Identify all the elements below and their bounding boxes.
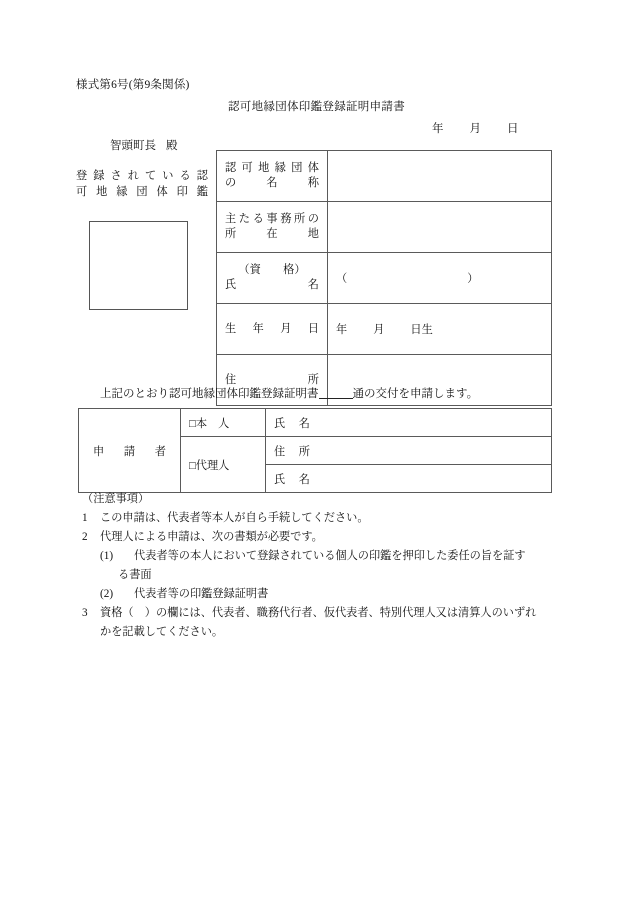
form-number: 様式第6号(第9条関係) (76, 79, 190, 91)
note-item-2-sub-1 (82, 547, 552, 566)
table-row (217, 253, 552, 304)
sub-number: (1) (100, 550, 114, 562)
table-row (217, 151, 552, 202)
copies-count-input[interactable] (319, 398, 353, 399)
note-item-2 (82, 528, 552, 547)
seal-label (76, 168, 208, 200)
label-line-1: 住 所 (225, 373, 319, 386)
label-line-1: （資 格） (238, 264, 306, 276)
input-qualification-name[interactable] (328, 253, 552, 304)
input-main-office-address[interactable] (328, 202, 552, 253)
statement-before-blank: 上記のとおり認可地縁団体印鑑登録証明書 (100, 388, 319, 400)
row-label-qualification-name (217, 253, 328, 304)
notes-section (82, 490, 552, 642)
note-number: 2 (82, 531, 88, 543)
sub-text: 代表者等の印鑑登録証明書 (134, 588, 269, 600)
note-item-3 (82, 604, 552, 623)
page-title: 認可地縁団体印鑑登録証明申請書 (228, 101, 405, 113)
input-self-name[interactable]: 氏 名 (266, 409, 552, 437)
label-line-2: 氏 名 (225, 279, 319, 291)
addressee-honorific: 殿 (166, 140, 178, 152)
seal-label-line2: 可地縁団体印鑑 (76, 186, 208, 198)
seal-impression-box[interactable] (89, 221, 188, 310)
applicant-table (78, 408, 552, 493)
note-item-2-sub-1-continued: る書面 (118, 569, 152, 581)
note-text: 資格（ ）の欄には、代表者、職務代行者、仮代表者、特別代理人又は清算人のいずれ (100, 607, 537, 619)
applicant-header: 申 請 者 (79, 409, 181, 493)
input-agent-name[interactable]: 氏 名 (266, 465, 552, 493)
birth-day-label: 日生 (410, 324, 433, 336)
label-line-1: 主たる事務所の (225, 213, 319, 225)
checkbox-self[interactable]: □本 人 (181, 409, 266, 437)
table-row (79, 409, 552, 437)
birth-year-label: 年 (336, 324, 348, 336)
note-number: 1 (82, 512, 88, 524)
association-info-table (216, 150, 552, 406)
sub-text: 代表者等の本人において登録されている個人の印鑑を押印した委任の旨を証す (134, 550, 526, 562)
label-line-2: の 名 称 (225, 177, 319, 189)
label-line-1: 生 年 月 日 (225, 322, 319, 335)
input-birthdate[interactable] (328, 304, 552, 355)
paren-close: ） (467, 273, 479, 285)
notes-title: （注意事項） (82, 493, 150, 505)
addressee-name: 智頭町長 (110, 140, 156, 152)
note-text: 代理人による申請は、次の書類が必要です。 (100, 531, 323, 543)
seal-label-line1: 登録されている認 (76, 170, 208, 182)
paren-open: （ (336, 273, 348, 285)
note-item-2-sub-2 (82, 585, 552, 604)
label-line-1: 認可地縁団体 (225, 162, 319, 174)
row-label-main-office-address (217, 202, 328, 253)
table-row (217, 304, 552, 355)
note-text: この申請は、代表者等本人が自ら手続してください。 (100, 512, 369, 524)
date-day-label: 日 (507, 123, 519, 135)
application-statement (100, 385, 478, 401)
input-association-name[interactable] (328, 151, 552, 202)
note-item-3-continued: かを記載してください。 (100, 626, 224, 638)
label-line-2: 所 在 地 (225, 228, 319, 240)
statement-after-blank: 通の交付を申請します。 (352, 388, 479, 400)
note-item-1 (82, 509, 552, 528)
row-label-association-name (217, 151, 328, 202)
date-month-label: 月 (469, 123, 481, 135)
note-number: 3 (82, 607, 88, 619)
sub-number: (2) (100, 588, 114, 600)
date-year-label: 年 (432, 123, 444, 135)
birth-month-label: 月 (373, 324, 385, 336)
date-line (432, 120, 519, 136)
row-label-birthdate (217, 304, 328, 355)
table-row (217, 202, 552, 253)
input-agent-address[interactable]: 住 所 (266, 437, 552, 465)
addressee (110, 137, 178, 153)
checkbox-agent[interactable]: □代理人 (181, 437, 266, 493)
